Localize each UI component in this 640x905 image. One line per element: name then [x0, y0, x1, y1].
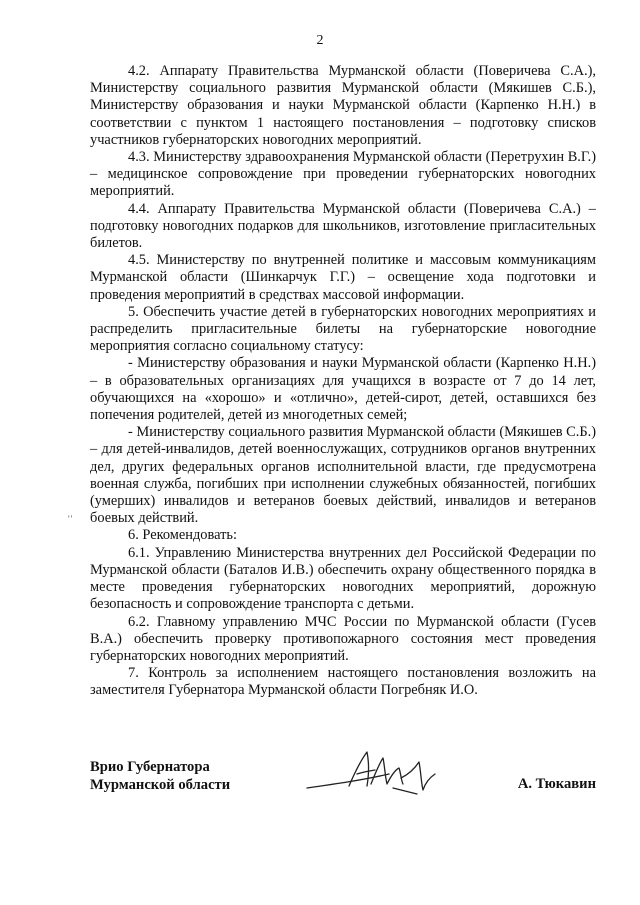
- paragraph-4-5: 4.5. Министерству по внутренней политике и массовым коммуникациям Мурманской области (Шинкарчук Г.Г.) – освещение хода подготовки и проведения мероприятий в средствах массовой информации.: [90, 252, 596, 303]
- paragraph-4-3: 4.3. Министерству здравоохранения Мурманской области (Перетрухин В.Г.) – медицинское сопровождение при проведении губернаторских новогодних мероприятий.: [90, 149, 596, 200]
- handwritten-signature: [305, 744, 440, 804]
- paragraph-6-2: 6.2. Главному управлению МЧС России по Мурманской области (Гусев В.А.) обеспечить проверку противопожарного состояния мест проведения губернаторских новогодних мероприятий.: [90, 613, 596, 664]
- paragraph-5-education: - Министерству образования и науки Мурманской области (Карпенко Н.Н.) – в образовательных организациях для учащихся в возрасте от 7 до 14 лет, обучающихся на «хорошо» и «отлично», детей-сирот, детей, оставшихся без попечения родителей, детей из многодетных семей;: [90, 355, 596, 424]
- paragraph-4-4: 4.4. Аппарату Правительства Мурманской области (Поверичева С.А.) – подготовку новогодних подарков для школьников, изготовление пригласительных билетов.: [90, 200, 596, 252]
- signatory-title-line2: Мурманской области: [90, 777, 231, 793]
- paragraph-5-social: - Министерству социального развития Мурманской области (Мякишев С.Б.) – для детей-инвалидов, детей военнослужащих, сотрудников органов внутренних дел, других федеральных органов исполнительной власти, где предусмотрена военная служба, погибших при исполнении служебных обязанностей, погибших (умерших) инвалидов и ветеранов боевых действий, инвалидов и ветеранов боевых действий.: [90, 424, 596, 527]
- paragraph-5: 5. Обеспечить участие детей в губернаторских новогодних мероприятиях и распределить пригласительные билеты на губернаторские новогодние мероприятия согласно социальному статусу:: [90, 303, 596, 355]
- margin-mark: '': [68, 514, 74, 524]
- paragraph-4-2: 4.2. Аппарату Правительства Мурманской области (Поверичева С.А.), Министерству социального развития Мурманской области (Мякишев С.Б.), Министерству образования и науки Мурманской области (Карпенко Н.Н.) в соответствии с пунктом 1 настоящего постановления – подготовку списков участников губернаторских новогодних мероприятий.: [90, 63, 596, 148]
- paragraph-6: 6. Рекомендовать:: [128, 527, 237, 544]
- page-number: 2: [316, 33, 324, 48]
- signatory-title-line1: Врио Губернатора: [90, 759, 210, 775]
- paragraph-6-1: 6.1. Управлению Министерства внутренних дел Российской Федерации по Мурманской области (Баталов И.В.) обеспечить охрану общественного порядка в месте проведения губернаторских новогодних мероприятий, дорожную безопасность и сопровождение транспорта с детьми.: [90, 544, 596, 613]
- signature-block: [90, 758, 596, 818]
- signatory-title: [90, 758, 230, 794]
- paragraph-7: 7. Контроль за исполнением настоящего постановления возложить на заместителя Губернатора Мурманской области Погребняк И.О.: [90, 665, 596, 699]
- document-body: [90, 63, 596, 700]
- signatory-name: А. Тюкавин: [517, 776, 596, 792]
